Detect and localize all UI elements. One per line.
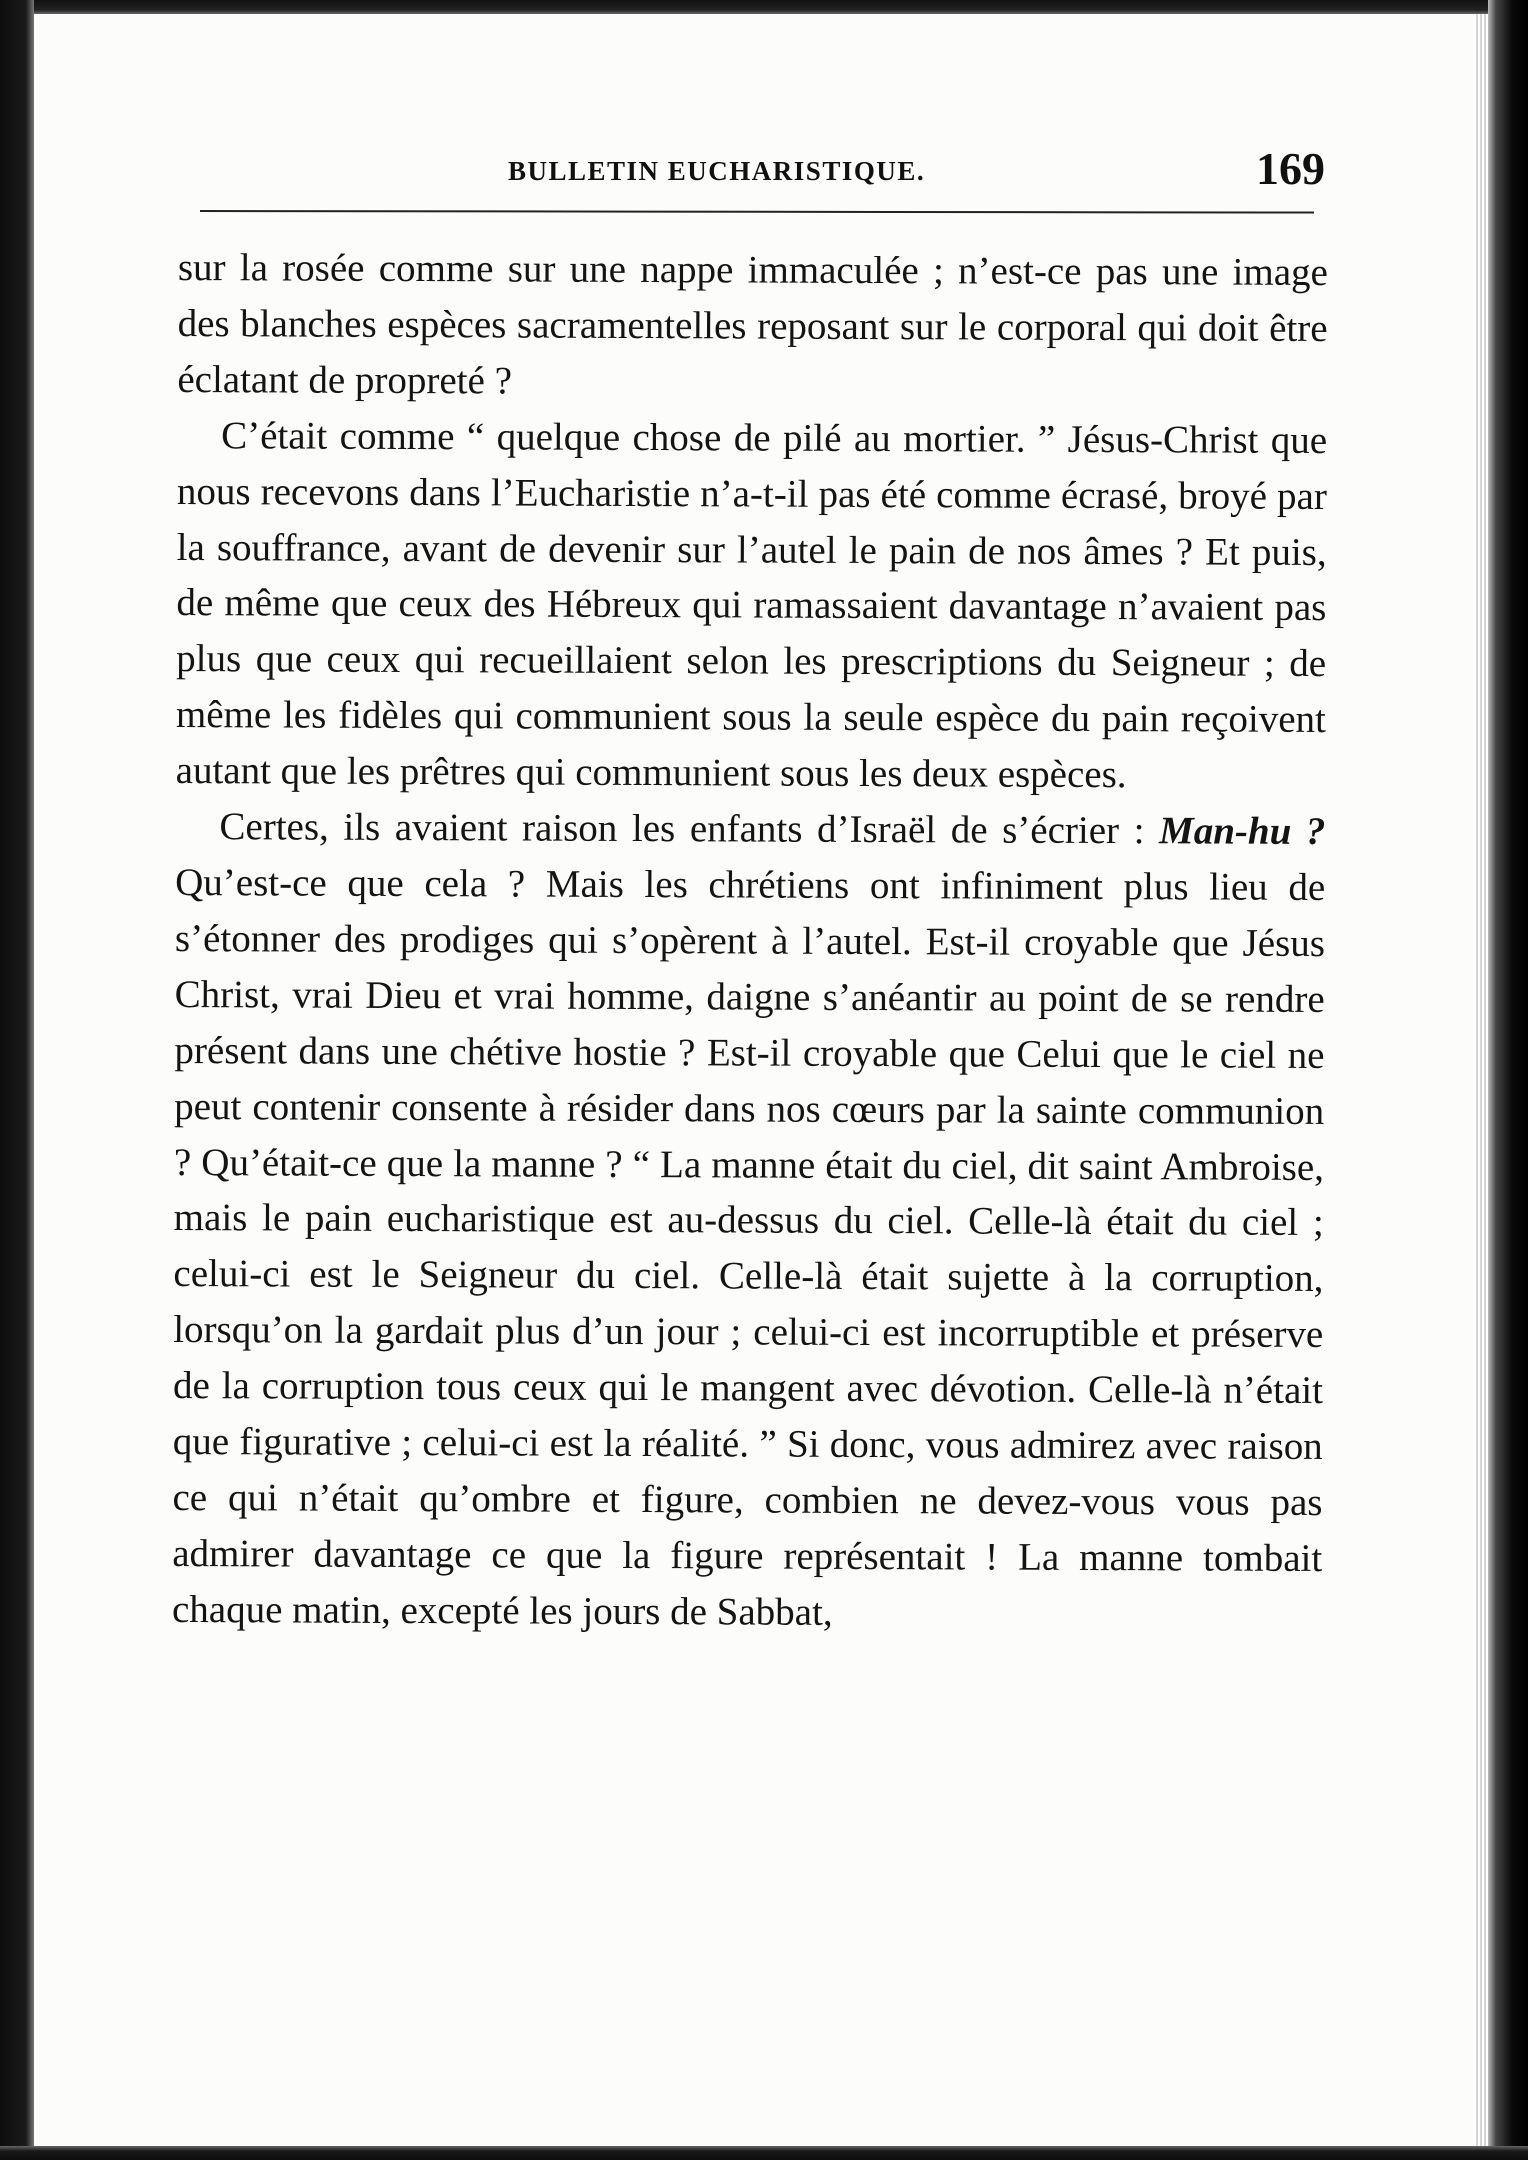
paragraph-1: sur la rosée comme sur une nappe immaculée ; n’est-ce pas une image des blanches espèces sacramentelles reposant sur le corporal qui doit être éclatant de propreté ? — [177, 245, 1328, 403]
paragraph-3 — [172, 799, 1326, 1643]
man-hu-italic: Man-hu ? — [1159, 809, 1326, 854]
scan-border-right — [1488, 0, 1528, 2160]
page-number: 169 — [1256, 143, 1325, 194]
body-text — [172, 240, 1328, 1643]
paragraph-3-opening: Certes, ils avaient raison les enfants d’Israël de s’écrier : — [219, 805, 1145, 853]
paragraph-3-body: Qu’est-ce que cela ? Mais les chrétiens ont infiniment plus lieu de s’étonner des prodiges qui s’opèrent à l’autel. Est-il croyable que Jésus Christ, vrai Dieu et vrai homme, daigne s’anéantir au point de se rendre présent dans une chétive hostie ? Est-il croyable que Celui que le ciel ne peut contenir consente à résider dans nos cœurs par la sainte communion ? Qu’était-ce que la manne ? “ La manne était du ciel, dit saint Ambroise, mais le pain eucharistique est au-dessus du ciel. Celle-là était du ciel ; celui-ci est le Seigneur du ciel. Celle-là était sujette à la corruption, lorsqu’on la gardait plus d’un jour ; celui-ci est incorruptible et préserve de la corruption tous ceux qui le mangent avec dévotion. Celle-là n’était que figurative ; celui-ci est la réalité. ” Si donc, vous admirez avec raison ce qui n’était qu’ombre et figure, combien ne devez-vous vous pas admirer davantage ce que la figure représentait ! La manne tombait chaque matin, excepté les jours de Sabbat, — [171, 860, 1326, 1634]
header-rule — [200, 210, 1314, 214]
book-page — [34, 14, 1474, 2146]
scan-border-left — [0, 0, 34, 2160]
scan-border-top — [0, 0, 1528, 14]
scan-border-bottom — [0, 2146, 1528, 2160]
running-head — [34, 140, 1474, 200]
paragraph-2: C’était comme “ quelque chose de pilé au mortier. ” Jésus-Christ que nous recevons dans l’Eucharistie n’a-t-il pas été comme écrasé, broyé par la souffrance, avant de devenir sur l’autel le pain de nos âmes ? Et puis, de même que ceux des Hébreux qui ramassaient davantage n’avaient pas plus que ceux qui recueillaient selon les prescriptions du Seigneur ; de même les fidèles qui communient sous la seule espèce du pain reçoivent autant que les prêtres qui communient sous les deux espèces. — [175, 413, 1328, 797]
running-head-title: BULLETIN EUCHARISTIQUE. — [508, 156, 926, 186]
